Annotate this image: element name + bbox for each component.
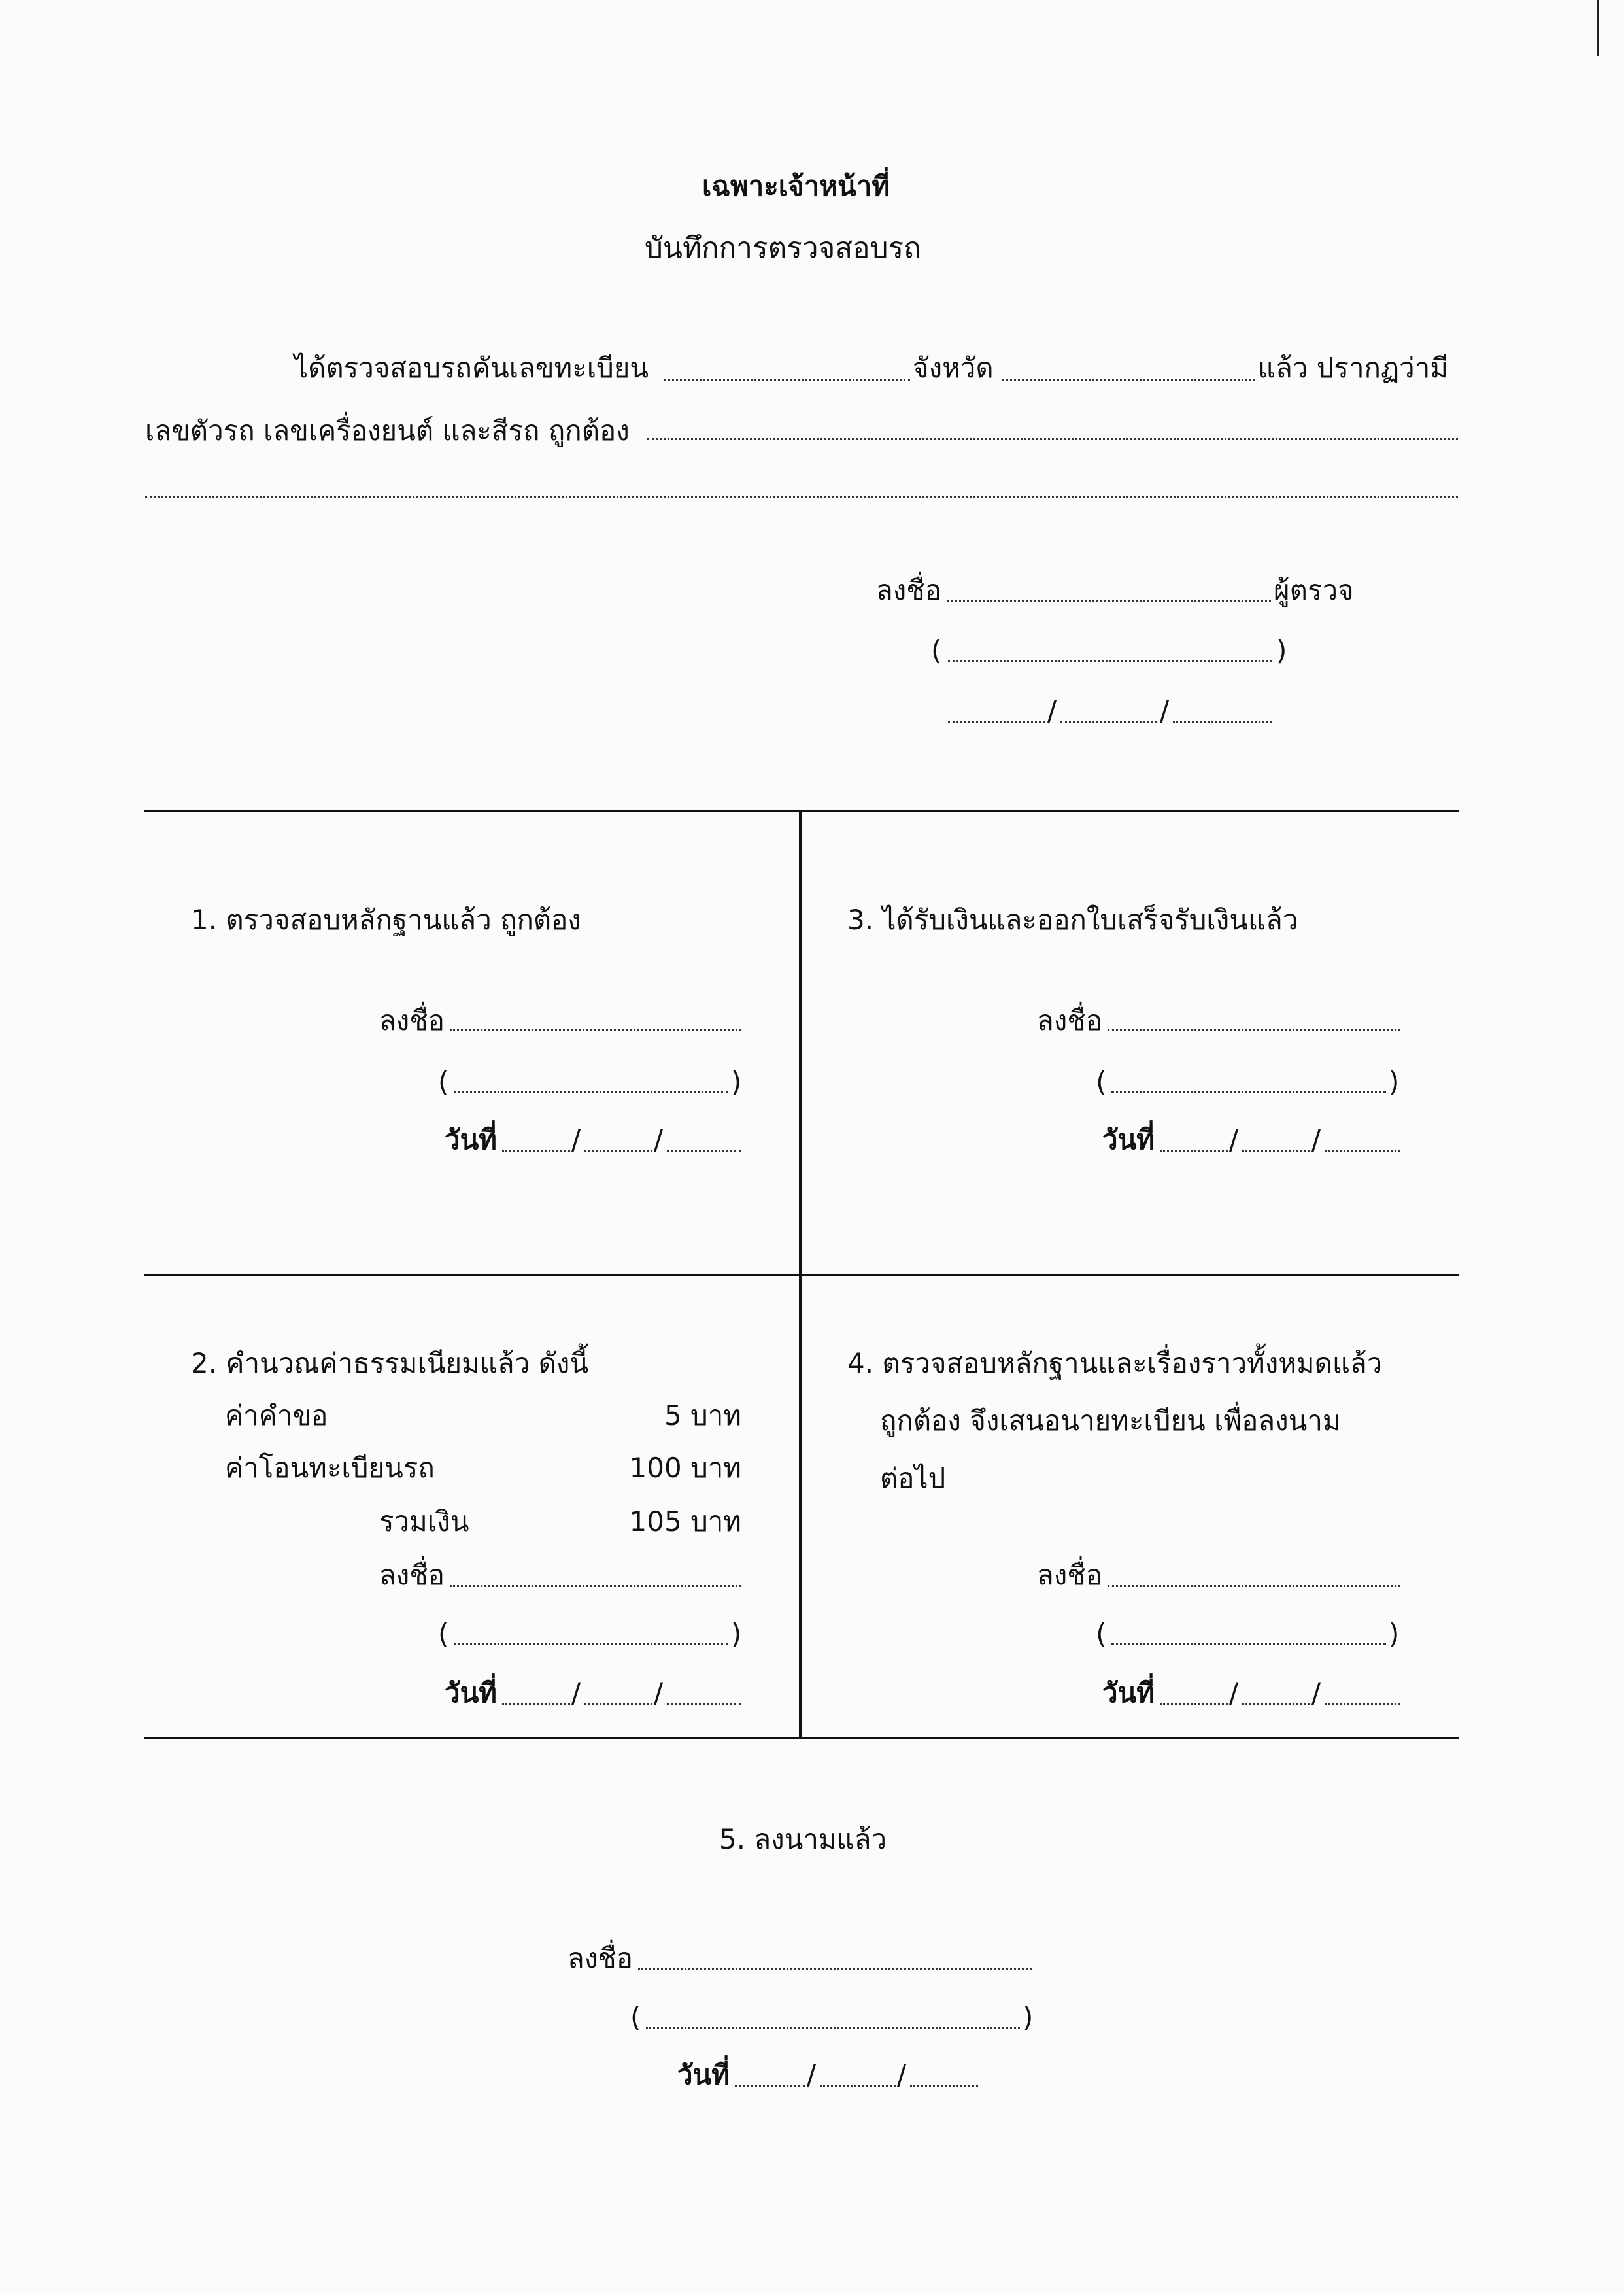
section-1-day-field[interactable] [502,1150,570,1152]
section-3-paren-close: ) [1389,1066,1400,1098]
fee-transfer-label: ค่าโอนทะเบียนรถ [225,1452,435,1484]
plate-number-field[interactable] [664,379,910,381]
section-4-signature-field[interactable] [1108,1585,1400,1587]
extra-notes-field[interactable] [145,496,1458,498]
section-4-paren-close: ) [1389,1618,1400,1650]
section-3-year-field[interactable] [1325,1150,1400,1152]
section-5-signature-field[interactable] [638,1968,1032,1970]
date-slash: / [1160,694,1170,727]
section-1-month-field[interactable] [584,1150,652,1152]
section-4-sign-label: ลงชื่อ [1037,1559,1102,1591]
inspector-label: ผู้ตรวจ [1274,574,1354,606]
date-slash: / [807,2059,817,2091]
fee-total-amount: 105 บาท [629,1505,741,1537]
section-2-year-field[interactable] [667,1703,741,1705]
section-4-heading-line-3: ต่อไป [880,1462,946,1494]
section-4-year-field[interactable] [1325,1703,1400,1705]
date-slash: / [654,1123,664,1156]
section-2-date-label: วันที่ [445,1677,497,1709]
section-3-heading: 3. ได้รับเงินและออกใบเสร็จรับเงินแล้ว [847,904,1298,936]
section-1-sign-label: ลงชื่อ [379,1004,445,1036]
section-1-paren-open: ( [438,1066,449,1098]
section-3-month-field[interactable] [1242,1150,1310,1152]
section-3-sign-label: ลงชื่อ [1037,1004,1102,1036]
section-5-paren-close: ) [1023,2001,1034,2033]
section-5-name-field[interactable] [646,2027,1020,2029]
vin-engine-color-field[interactable] [647,438,1458,440]
section-1-heading: 1. ตรวจสอบหลักฐานแล้ว ถูกต้อง [191,904,581,936]
date-slash: / [1047,694,1057,727]
page-title: บันทึกการตรวจสอบรถ [645,231,921,265]
official-use-label: เฉพาะเจ้าหน้าที่ [702,170,890,202]
section-1-name-field[interactable] [454,1091,728,1093]
section-1-date-label: วันที่ [445,1123,497,1156]
grid-top-border [144,810,1459,812]
fee-request-label: ค่าคำขอ [225,1399,328,1431]
section-4-date-label: วันที่ [1102,1677,1155,1709]
date-slash: / [571,1123,581,1156]
appears-label: แล้ว ปรากฏว่ามี [1258,352,1449,384]
section-1-paren-close: ) [731,1066,742,1098]
date-slash: / [1229,1677,1239,1709]
section-1-year-field[interactable] [667,1150,741,1152]
section-2-name-field[interactable] [454,1643,728,1645]
date-slash: / [654,1677,664,1709]
inspector-sign-label: ลงชื่อ [876,574,941,606]
section-5-date-label: วันที่ [677,2059,730,2091]
section-5-month-field[interactable] [820,2085,896,2087]
date-slash: / [1311,1677,1321,1709]
grid-bottom-border [144,1737,1459,1739]
inspector-paren-open: ( [931,634,942,666]
inspector-signature-field[interactable] [947,600,1271,602]
province-field[interactable] [1002,379,1255,381]
section-5-day-field[interactable] [735,2085,805,2087]
inspector-paren-close: ) [1276,634,1287,666]
fee-total-label: รวมเงิน [379,1505,469,1537]
date-slash: / [1311,1123,1321,1156]
section-2-paren-open: ( [438,1618,449,1650]
section-2-paren-close: ) [731,1618,742,1650]
date-slash: / [897,2059,907,2091]
date-slash: / [571,1677,581,1709]
fee-transfer-amount: 100 บาท [629,1452,741,1484]
section-4-paren-open: ( [1096,1618,1107,1650]
section-5-year-field[interactable] [910,2085,978,2087]
section-2-sign-label: ลงชื่อ [379,1559,445,1591]
inspector-month-field[interactable] [1060,721,1157,723]
fee-request-amount: 5 บาท [664,1399,741,1431]
province-label: จังหวัด [913,352,994,384]
section-2-month-field[interactable] [584,1703,652,1705]
section-4-name-field[interactable] [1111,1643,1386,1645]
section-1-signature-field[interactable] [450,1029,741,1031]
grid-middle-border [144,1274,1459,1276]
section-3-day-field[interactable] [1160,1150,1228,1152]
section-4-month-field[interactable] [1242,1703,1310,1705]
section-2-day-field[interactable] [502,1703,570,1705]
section-3-date-label: วันที่ [1102,1123,1155,1156]
plate-prefix-label: ได้ตรวจสอบรถคันเลขทะเบียน [294,352,649,384]
section-3-name-field[interactable] [1111,1091,1386,1093]
grid-center-divider [799,810,802,1739]
section-5-paren-open: ( [630,2001,641,2033]
date-slash: / [1229,1123,1239,1156]
section-5-sign-label: ลงชื่อ [567,1942,633,1974]
section-2-heading: 2. คำนวณค่าธรรมเนียมแล้ว ดังนี้ [191,1347,589,1379]
section-3-paren-open: ( [1096,1066,1107,1098]
section-5-heading: 5. ลงนามแล้ว [719,1823,887,1855]
section-3-signature-field[interactable] [1108,1029,1400,1031]
section-4-day-field[interactable] [1160,1703,1228,1705]
inspector-name-field[interactable] [948,660,1272,662]
section-4-heading-line-2: ถูกต้อง จึงเสนอนายทะเบียน เพื่อลงนาม [880,1405,1341,1437]
inspector-day-field[interactable] [948,721,1045,723]
section-4-heading-line-1: 4. ตรวจสอบหลักฐานและเรื่องราวทั้งหมดแล้ว [847,1347,1383,1379]
inspector-year-field[interactable] [1173,721,1272,723]
vin-engine-color-label: เลขตัวรถ เลขเครื่องยนต์ และสีรถ ถูกต้อง [145,415,630,447]
scan-edge-mark [1597,0,1599,56]
section-2-signature-field[interactable] [450,1585,741,1587]
